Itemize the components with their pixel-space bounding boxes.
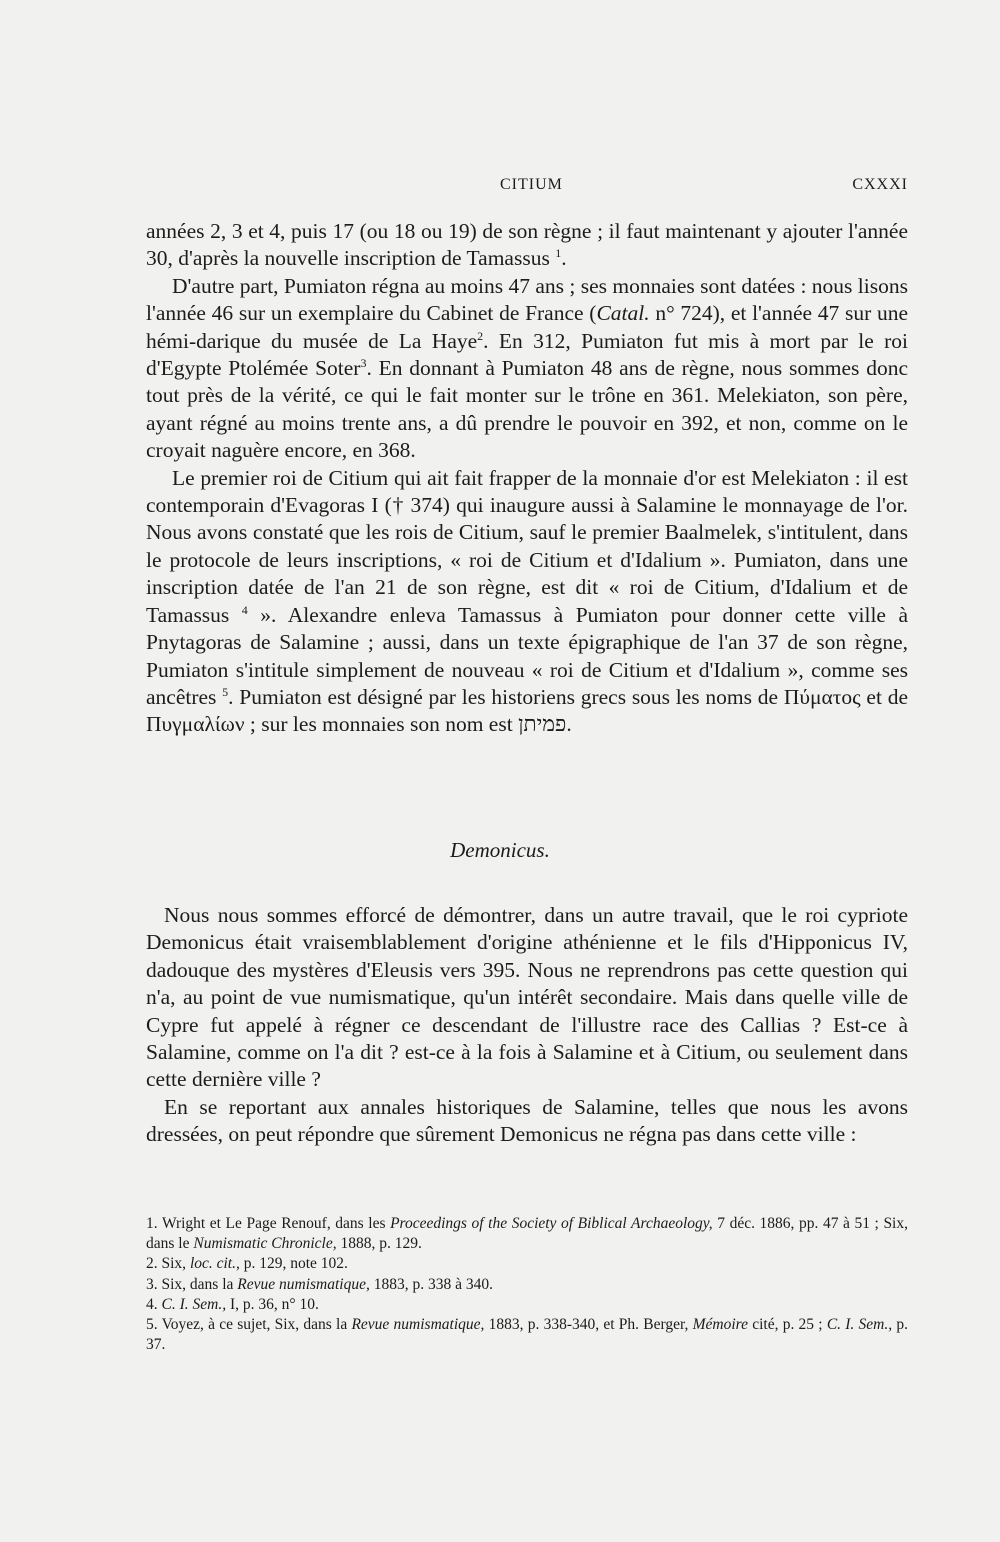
text-run: 7 déc. 1886, pp. 47 à 51 ; Six, dans le — [146, 1215, 908, 1253]
text-run: . — [566, 712, 572, 737]
italic-title: Revue numismatique, — [351, 1316, 485, 1334]
footnote-ref-2: 2 — [477, 328, 484, 343]
italic-title: Numismatic Chronicle, — [193, 1235, 337, 1253]
footnote-number: 1. — [146, 1215, 158, 1232]
paragraph-5: En se reportant aux annales historiques de Salamine, telles que nous les avons dressées, on peut répondre que sûrement Demonicus ne régna pas dans cette ville : — [146, 1094, 908, 1147]
text-run: n° 724), et l'année 47 sur une hémi-darique du musée de La Haye — [146, 301, 908, 353]
text-run: . En 312, Pumiaton fut mis à mort par le roi d'Egypte Ptolémée Soter — [146, 328, 908, 381]
italic-title: C. I. Sem., — [826, 1316, 893, 1334]
page-number: CXXXI — [852, 176, 908, 193]
italic-title: Revue numismatique, — [237, 1275, 370, 1293]
text-run: 1883, p. 338-340, et Ph. Berger, — [484, 1316, 693, 1334]
footnote-ref-5: 5 — [222, 684, 229, 699]
text-run: p. 37. — [146, 1316, 908, 1354]
italic-title: loc. cit., — [189, 1255, 240, 1273]
main-text-2 — [146, 902, 908, 1149]
text-run: ; sur les monnaies son nom est — [244, 712, 519, 737]
footnote-number: 3. — [146, 1275, 158, 1293]
text-run: 1888, p. 129. — [336, 1235, 422, 1253]
footnotes — [146, 1214, 908, 1355]
main-text — [146, 218, 908, 739]
text-run: p. 129, note 102. — [239, 1255, 348, 1273]
text-run: cité, p. 25 ; — [748, 1316, 827, 1334]
text-run: et de — [860, 684, 908, 709]
phoenician-name: פמיתן — [518, 712, 567, 737]
footnote-ref-1: 1 — [555, 246, 562, 261]
running-title: CITIUM — [500, 176, 563, 193]
text-run: Six, — [161, 1255, 190, 1273]
text-run: années 2, 3 et 4, puis 17 (ou 18 ou 19) de son règne ; il faut maintenant y ajouter l'année 30, d'après la nouvelle inscription de Tamassus — [146, 219, 908, 271]
text-run: . En donnant à Pumiaton 48 ans de règne, nous sommes donc tout près de la vérité, ce qui le fait monter sur le trône en 361. Melekiaton, son père, ayant régné au moins trente ans, a dû prendre le pouvoir en 392, et non, comme on le croyait naguère encore, en 368. — [146, 356, 908, 463]
text-run: ». Alexandre enleva Tamassus à Pumiaton pour donner cette ville à Pnytagoras de Salamine ; aussi, dans un texte épigraphique de l'an 37 de son règne, Pumiaton s'intitule simplement de nouveau « roi de Citium et d'Idalium », comme ses ancêtres — [146, 602, 908, 709]
footnote-number: 5. — [146, 1316, 158, 1334]
footnote-1 — [146, 1214, 908, 1254]
text-run: . — [561, 246, 567, 271]
paragraph-1 — [146, 218, 908, 273]
text-run: Le premier roi de Citium qui ait fait frapper de la monnaie d'or est Melekiaton : il est contemporain d'Evagoras I († 374) qui inaugure aussi à Salamine le monnayage de l'or. Nous avons constaté que les rois de Citium, sauf le premier Baalmelek, s'intitulent, dans le protocole de leurs inscriptions, « roi de Citium et d'Idalium ». Pumiaton, dans une inscription datée de l'an 21 de son règne, est dit « roi de Citium, d'Idalium et de Tamassus — [146, 465, 908, 627]
footnote-5 — [146, 1315, 908, 1355]
text-run: D'autre part, Pumiaton régna au moins 47 ans ; ses monnaies sont datées : nous lisons l'année 46 sur un exemplaire du Cabinet de France ( — [146, 273, 908, 326]
footnote-3 — [146, 1275, 908, 1295]
footnote-number: 2. — [146, 1255, 158, 1273]
footnote-ref-3: 3 — [360, 355, 367, 370]
italic-title: Mémoire — [692, 1316, 748, 1334]
footnote-4 — [146, 1295, 908, 1315]
paragraph-2 — [146, 273, 908, 465]
section-heading: Demonicus. — [450, 838, 550, 862]
text-run: 1883, p. 338 à 340. — [369, 1275, 493, 1293]
italic-title: Proceedings of the Society of Biblical Archaeology, — [390, 1215, 713, 1232]
text-run: Six, dans la — [161, 1275, 238, 1293]
italic-catal: Catal. — [596, 301, 650, 326]
greek-name-pumatos: Πύματος — [783, 684, 861, 709]
paragraph-4: Nous nous sommes efforcé de démontrer, dans un autre travail, que le roi cypriote Demonicus était vraisemblablement d'origine athénienne et le fils d'Hipponicus IV, dadouque des mystères d'Eleusis vers 395. Nous ne reprendrons pas cette question qui n'a, au point de vue numismatique, qu'un intérêt secondaire. Mais dans quelle ville de Cypre fut appelé à régner ce descendant de l'illustre race des Callias ? Est-ce à Salamine, comme on l'a dit ? est-ce à la fois à Salamine et à Citium, ou seulement dans cette dernière ville ? — [146, 903, 908, 1092]
italic-title: C. I. Sem., — [161, 1295, 227, 1313]
text-run: . Pumiaton est désigné par les historiens grecs sous les noms de — [228, 684, 784, 709]
text-run: Voyez, à ce sujet, Six, dans la — [161, 1316, 352, 1334]
text-run: I, p. 36, n° 10. — [226, 1295, 319, 1313]
greek-name-pygmalion: Πυγμαλίων — [146, 712, 245, 737]
footnote-number: 4. — [146, 1295, 158, 1313]
paragraph-3 — [146, 465, 908, 739]
footnote-ref-4: 4 — [241, 602, 248, 617]
running-head — [146, 176, 908, 200]
text-run: Wright et Le Page Renouf, dans les — [161, 1215, 391, 1232]
footnote-2 — [146, 1254, 908, 1274]
